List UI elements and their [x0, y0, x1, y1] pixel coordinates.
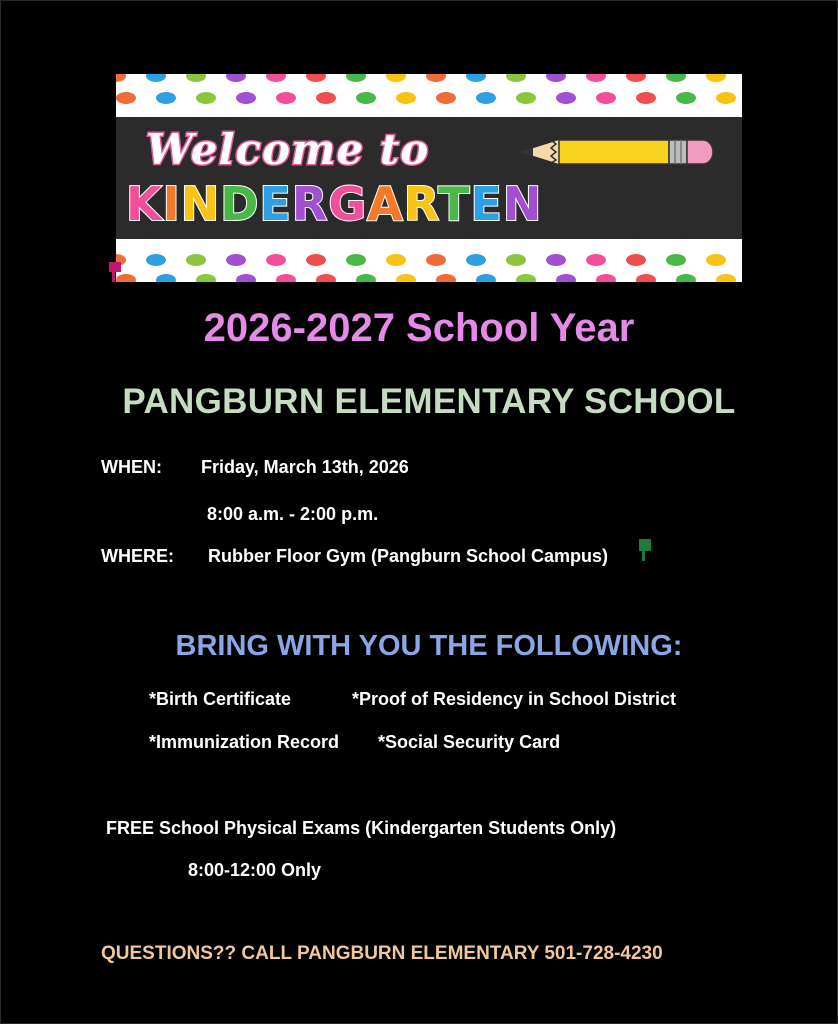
polka-dot — [306, 254, 326, 266]
polka-dot — [346, 254, 366, 266]
kinder-letter: R — [403, 177, 439, 231]
polka-dot — [546, 74, 566, 82]
polka-dot — [226, 254, 246, 266]
polka-dot — [666, 74, 686, 82]
kinder-letter: A — [367, 177, 404, 231]
polka-dot — [596, 92, 616, 104]
polka-dot — [356, 274, 376, 282]
welcome-text: Welcome to — [146, 125, 430, 174]
kinder-letter: I — [162, 177, 181, 231]
polka-dot — [626, 254, 646, 266]
polka-dot — [266, 254, 286, 266]
polka-dot — [146, 254, 166, 266]
polka-dot — [506, 74, 526, 82]
polka-dot — [196, 92, 216, 104]
kinder-letter: E — [259, 177, 292, 231]
polka-dot — [116, 92, 136, 104]
polka-dot — [186, 254, 206, 266]
kinder-letter: R — [291, 177, 329, 231]
polka-dot — [236, 274, 256, 282]
polka-dot — [466, 254, 486, 266]
banner-title-strip — [116, 117, 742, 239]
polka-dot — [316, 274, 336, 282]
school-year-heading: 2026-2027 School Year — [203, 306, 635, 350]
polka-dot — [706, 74, 726, 82]
bring-item-immunization-record: *Immunization Record — [149, 732, 340, 752]
polka-dot — [556, 274, 576, 282]
polka-dot — [436, 92, 456, 104]
polka-dot — [436, 274, 456, 282]
polka-dot — [266, 74, 286, 82]
polka-dot — [636, 274, 656, 282]
polka-dot — [466, 74, 486, 82]
polka-dot — [506, 254, 526, 266]
polka-dot — [586, 74, 606, 82]
when-time: 8:00 a.m. - 2:00 p.m. — [207, 504, 379, 524]
polka-dot — [316, 92, 336, 104]
polka-dot — [626, 74, 646, 82]
polka-dot — [146, 74, 166, 82]
polka-dot — [716, 274, 736, 282]
kinder-letter: T — [438, 177, 471, 231]
kindergarten-title — [126, 177, 542, 231]
bring-item-social-security-card: *Social Security Card — [378, 732, 561, 752]
polka-dot — [236, 92, 256, 104]
polka-dot — [386, 254, 406, 266]
polka-dot — [676, 92, 696, 104]
polka-dot — [716, 92, 736, 104]
welcome-banner — [116, 74, 742, 282]
polka-dot — [556, 92, 576, 104]
polka-dot — [706, 254, 726, 266]
pencil-icon — [521, 137, 716, 167]
physical-exam-text: FREE School Physical Exams (Kindergarten Students Only) — [106, 818, 617, 838]
when-date: Friday, March 13th, 2026 — [201, 457, 409, 477]
polka-dot — [396, 274, 416, 282]
polka-dot — [666, 254, 686, 266]
polka-dot — [386, 74, 406, 82]
polka-dot — [306, 74, 326, 82]
polka-dot — [516, 274, 536, 282]
polka-dot — [356, 92, 376, 104]
physical-exam-time: 8:00-12:00 Only — [188, 860, 322, 880]
polka-dot — [426, 74, 446, 82]
where-label: WHERE: — [101, 546, 174, 566]
questions-contact: QUESTIONS?? CALL PANGBURN ELEMENTARY 501-728-4230 — [101, 943, 663, 964]
polka-dot — [186, 74, 206, 82]
polka-dot — [156, 92, 176, 104]
polka-dot — [636, 92, 656, 104]
kinder-letter: K — [126, 177, 163, 231]
kinder-letter: G — [328, 177, 368, 231]
polka-dot — [516, 92, 536, 104]
polka-dot — [276, 274, 296, 282]
polka-dot — [346, 74, 366, 82]
polka-dot — [116, 74, 126, 82]
where-place: Rubber Floor Gym (Pangburn School Campus) — [208, 546, 609, 566]
when-label: WHEN: — [101, 457, 162, 477]
bring-heading: BRING WITH YOU THE FOLLOWING: — [175, 630, 683, 662]
kinder-letter: E — [470, 177, 503, 231]
polka-dot — [196, 274, 216, 282]
kinder-letter: D — [220, 177, 260, 231]
school-name-heading: PANGBURN ELEMENTARY SCHOOL — [122, 382, 736, 421]
polka-dot — [276, 92, 296, 104]
bring-item-proof-of-residency: *Proof of Residency in School District — [352, 689, 677, 709]
polka-dot — [156, 274, 176, 282]
pink-marker-icon — [109, 262, 119, 278]
polka-dot — [476, 274, 496, 282]
bring-item-birth-certificate: *Birth Certificate — [149, 689, 292, 709]
polka-dot — [476, 92, 496, 104]
polka-dot — [596, 274, 616, 282]
polka-dot — [586, 254, 606, 266]
green-marker-icon — [639, 539, 649, 555]
polka-dot — [396, 92, 416, 104]
polka-dot — [116, 274, 136, 282]
polka-dot — [546, 254, 566, 266]
kinder-letter: N — [180, 177, 221, 231]
kinder-letter: N — [502, 177, 543, 231]
polka-dot — [426, 254, 446, 266]
polka-dot — [226, 74, 246, 82]
polka-dot — [676, 274, 696, 282]
